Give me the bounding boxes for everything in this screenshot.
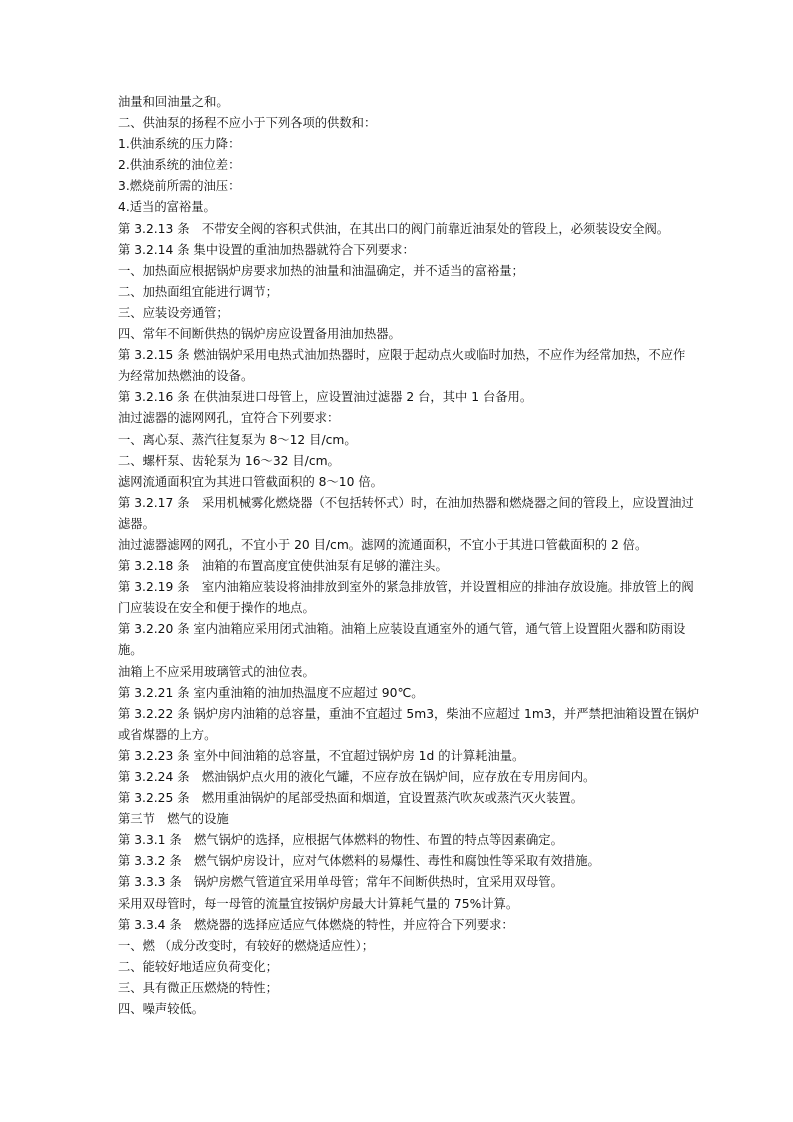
text-line: 滤网流通面积宜为其进口管截面积的 8～10 倍。 bbox=[118, 474, 383, 489]
text-line: 第 3.3.4 条 燃烧器的选择应适应气体燃烧的特性，并应符合下列要求： bbox=[118, 917, 514, 932]
text-line: 第 3.2.13 条 不带安全阀的容积式供油，在其出口的阀门前靠近油泵处的管段上，必须装设安全阀。 bbox=[118, 221, 670, 236]
text-line: 三、应装设旁通管； bbox=[118, 305, 229, 320]
text-line: 一、离心泵、蒸汽往复泵为 8～12 目/cm。 bbox=[118, 432, 357, 447]
document-page bbox=[118, 92, 700, 1020]
text-line: 第 3.2.16 条 在供油泵进口母管上，应设置油过滤器 2 台，其中 1 台备用。 bbox=[118, 390, 533, 405]
text-line: 一、燃 （成分改变时，有较好的燃烧适应性）； bbox=[118, 938, 374, 953]
text-line: 油过滤器滤网的网孔，不宜小于 20 目/cm。滤网的流通面积，不宜小于其进口管截面积的 2 倍。 bbox=[118, 537, 648, 552]
text-line: 第 3.2.15 条 燃油锅炉采用电热式油加热器时，应限于起动点火或临时加热，不应作为经常加热，不应作 bbox=[118, 348, 686, 363]
text-line: 第 3.3.3 条 锅炉房燃气管道宜采用单母管；常年不间断供热时，宜采用双母管。 bbox=[118, 875, 563, 890]
text-line: 二、加热面组宜能进行调节； bbox=[118, 284, 278, 299]
text-line: 第 3.2.21 条 室内重油箱的油加热温度不应超过 90℃。 bbox=[118, 685, 424, 700]
text-line: 2.供油系统的油位差： bbox=[118, 158, 241, 173]
text-line: 第 3.2.18 条 油箱的布置高度宜使供油泵有足够的灌注头。 bbox=[118, 559, 448, 574]
text-line: 第 3.2.25 条 燃用重油锅炉的尾部受热面和烟道，宜设置蒸汽吹灰或蒸汽灭火装置。 bbox=[118, 791, 584, 806]
text-line: 第 3.2.24 条 燃油锅炉点火用的液化气罐，不应存放在锅炉间，应存放在专用房间内。 bbox=[118, 770, 596, 784]
text-line: 四、噪声较低。 bbox=[118, 1002, 205, 1017]
text-line: 二、螺杆泵、齿轮泵为 16～32 目/cm。 bbox=[118, 453, 340, 468]
text-line: 一、加热面应根据锅炉房要求加热的油量和油温确定，并不适当的富裕量； bbox=[118, 263, 524, 278]
text-line: 四、常年不间断供热的锅炉房应设置备用油加热器。 bbox=[118, 327, 401, 342]
text-line: 滤器。 bbox=[118, 516, 155, 531]
text-line: 3.燃烧前所需的油压： bbox=[118, 179, 241, 194]
text-line: 4.适当的富裕量。 bbox=[118, 200, 216, 215]
text-line: 或省煤器的上方。 bbox=[118, 727, 217, 742]
text-line: 油量和回油量之和。 bbox=[118, 95, 229, 109]
text-line: 施。 bbox=[118, 643, 143, 658]
text-line: 为经常加热燃油的设备。 bbox=[118, 369, 254, 384]
text-line: 二、供油泵的扬程不应小于下列各项的供数和： bbox=[118, 116, 377, 131]
text-line: 第 3.3.1 条 燃气锅炉的选择，应根据气体燃料的物性、布置的特点等因素确定。 bbox=[118, 833, 563, 848]
text-line: 三、具有微正压燃烧的特性； bbox=[118, 980, 278, 995]
text-line: 第 3.2.20 条 室内油箱应采用闭式油箱。油箱上应装设直通室外的通气管，通气管上设置阻火器和防雨设 bbox=[118, 622, 686, 637]
text-line: 第 3.2.19 条 室内油箱应装设将油排放到室外的紧急排放管，并设置相应的排油存放设施。排放管上的阀 bbox=[118, 580, 694, 595]
text-line: 采用双母管时，每一母管的流量宜按锅炉房最大计算耗气量的 75%计算。 bbox=[118, 896, 519, 911]
text-line: 第 3.2.22 条 锅炉房内油箱的总容量，重油不宜超过 5m3，柴油不应超过 1m3，并严禁把油箱设置在锅炉 bbox=[118, 706, 700, 721]
text-line: 油过滤器的滤网网孔，宜符合下列要求： bbox=[118, 411, 340, 426]
text-line: 第 3.2.14 条 集中设置的重油加热器就符合下列要求： bbox=[118, 242, 415, 257]
text-line: 第 3.2.17 条 采用机械雾化燃烧器（不包括转怀式）时，在油加热器和燃烧器之间的管段上，应设置油过 bbox=[118, 495, 694, 510]
text-line: 1.供油系统的压力降： bbox=[118, 137, 241, 152]
text-line: 第 3.3.2 条 燃气锅炉房设计，应对气体燃料的易爆性、毒性和腐蚀性等采取有效措施。 bbox=[118, 854, 600, 869]
text-line: 第 3.2.23 条 室外中间油箱的总容量，不宜超过锅炉房 1d 的计算耗油量。 bbox=[118, 748, 525, 763]
text-line: 二、能较好地适应负荷变化； bbox=[118, 959, 278, 974]
text-line: 第三节 燃气的设施 bbox=[118, 812, 229, 827]
text-line: 门应装设在安全和便于操作的地点。 bbox=[118, 601, 315, 616]
text-line: 油箱上不应采用玻璃管式的油位表。 bbox=[118, 664, 315, 679]
